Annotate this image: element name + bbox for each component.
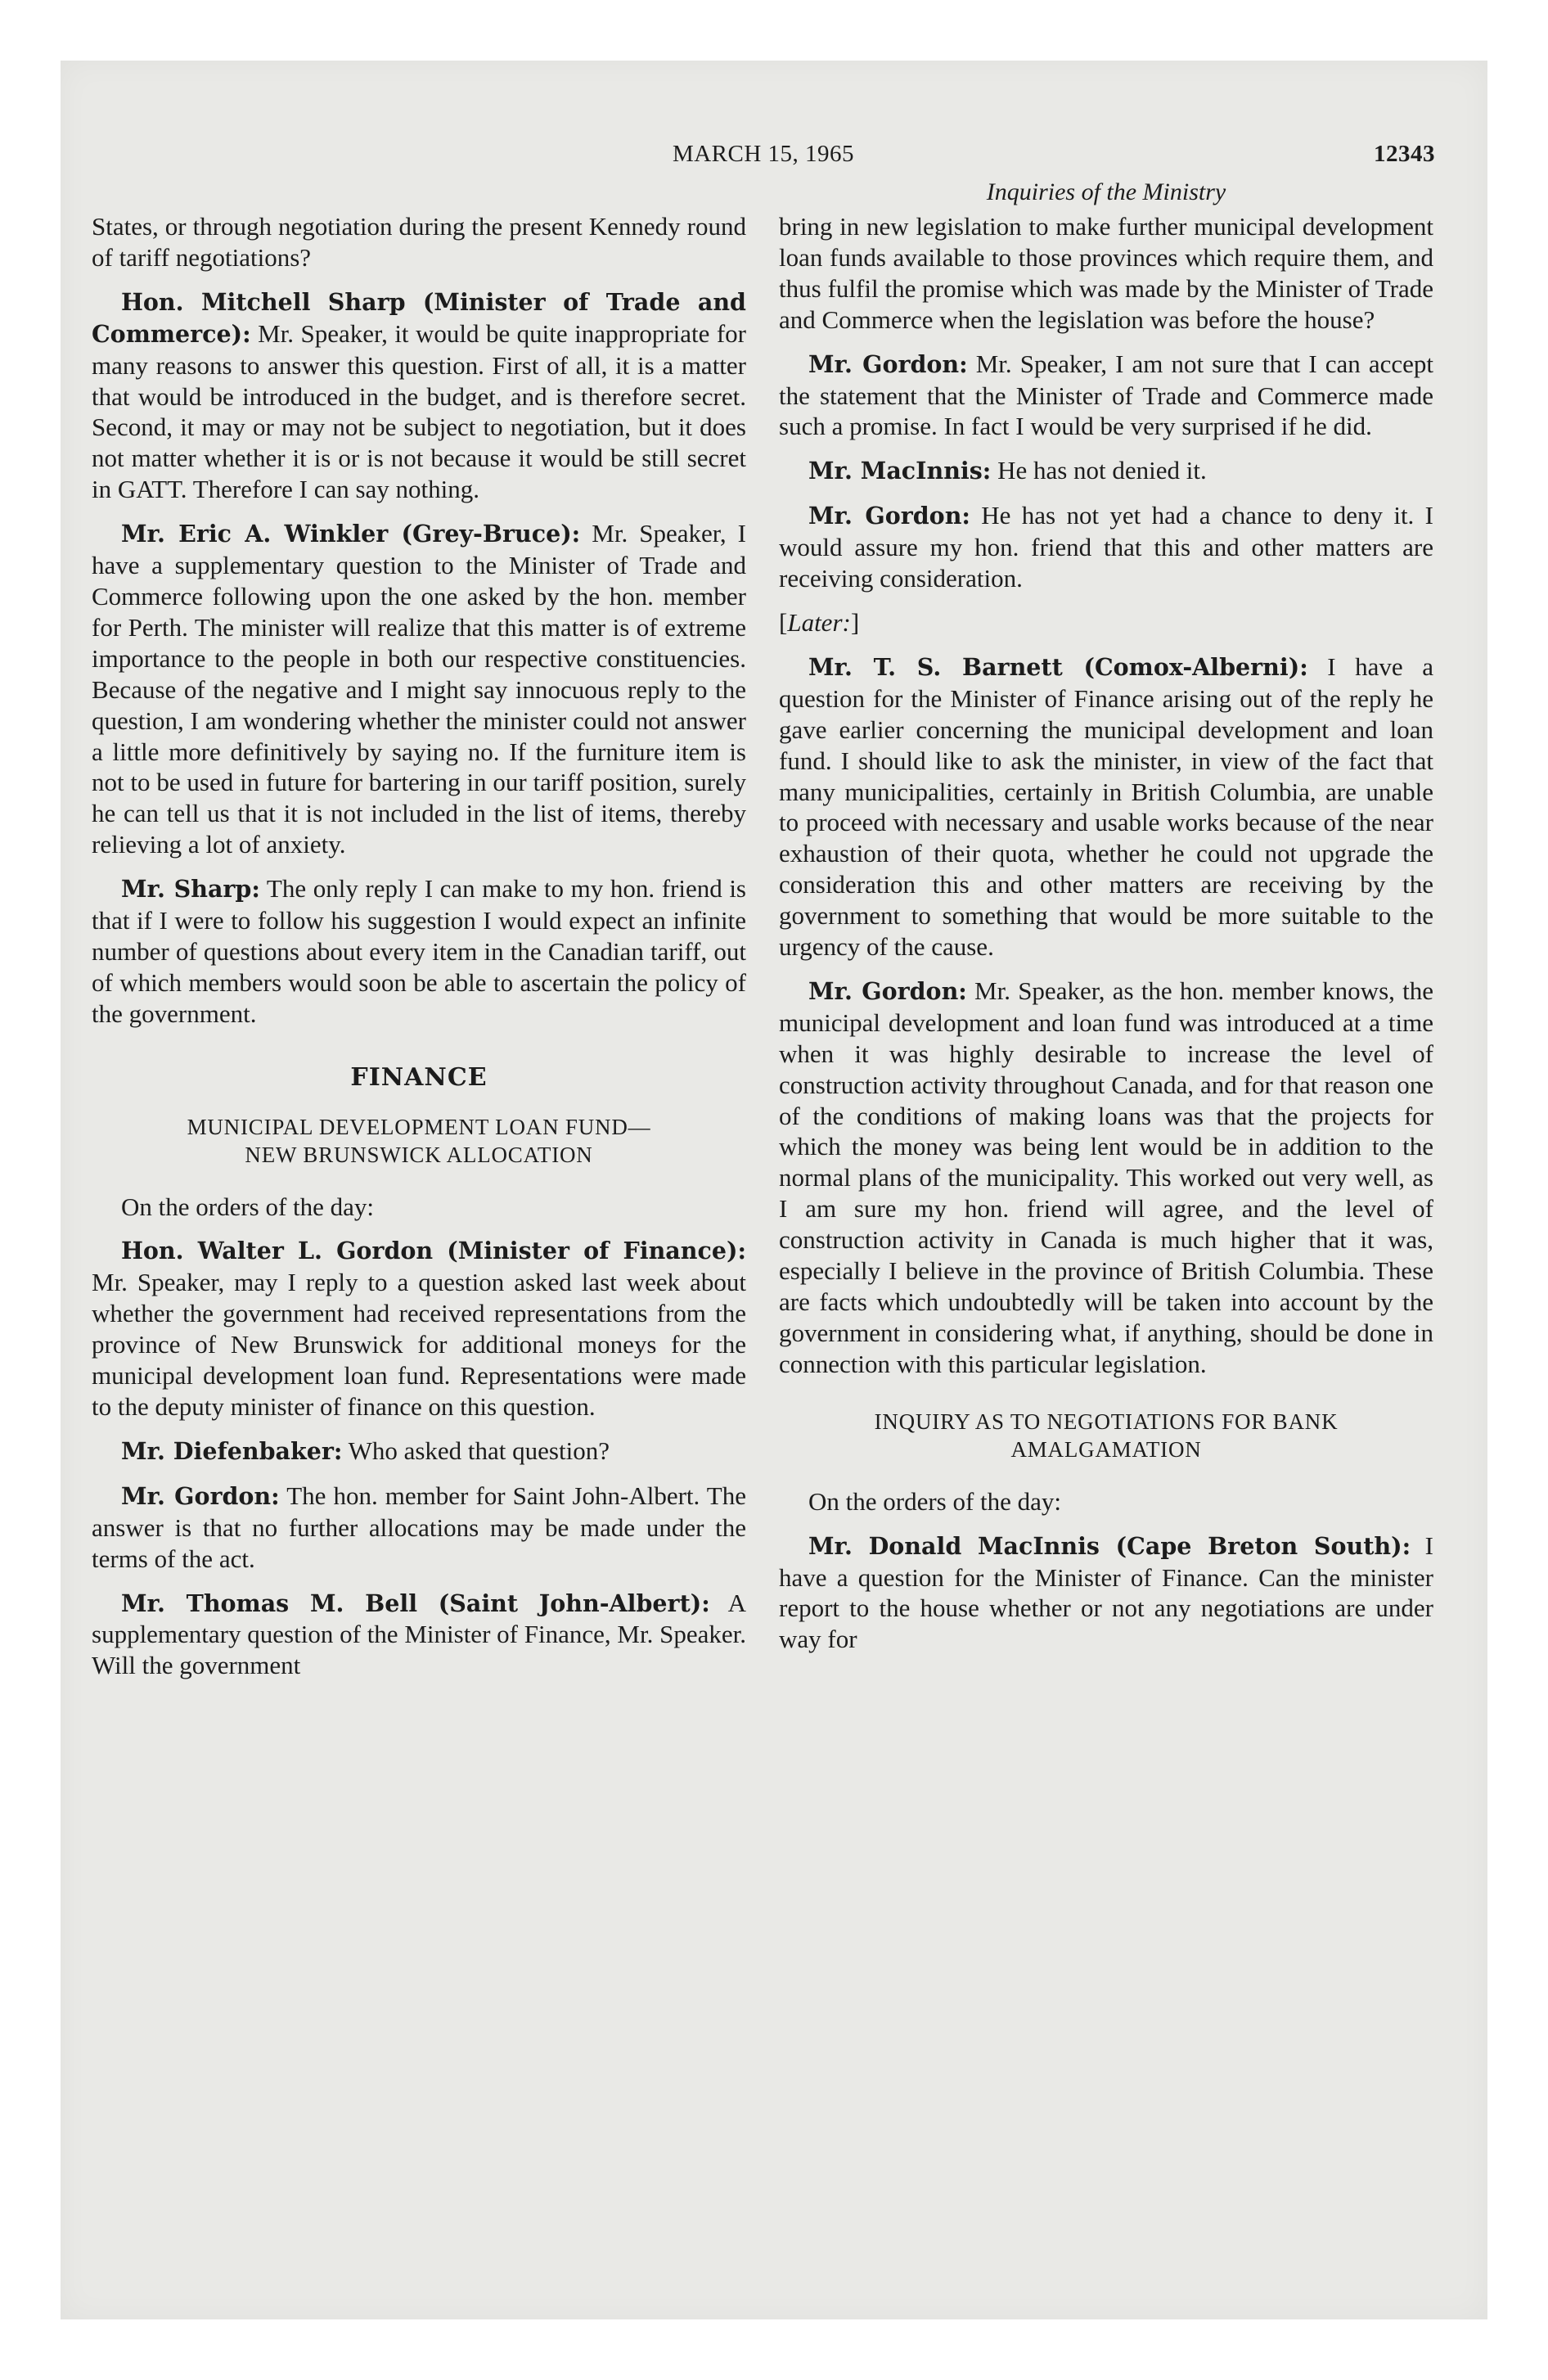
speech-text: A supplementary question of the Minister of Finance, Mr. Speaker. Will the government	[92, 1588, 746, 1680]
page-header	[92, 141, 1435, 177]
speech	[779, 455, 1433, 487]
subsection-title-line: NEW BRUNSWICK ALLOCATION	[245, 1142, 593, 1167]
subsection-title-line: MUNICIPAL DEVELOPMENT LOAN FUND—	[187, 1114, 651, 1139]
speaker-name: Mr. Eric A. Winkler (Grey-Bruce):	[121, 520, 581, 548]
later-bracket-open: [	[779, 607, 788, 637]
subsection-title-line: AMALGAMATION	[1010, 1436, 1202, 1462]
speech-text: He has not yet had a chance to deny it. I would assure my hon. friend that this and other matters are receiving consideration.	[779, 501, 1433, 593]
speaker-name: Mr. Diefenbaker:	[121, 1436, 343, 1465]
speech	[779, 976, 1433, 1380]
speech	[92, 1235, 746, 1422]
speaker-name: Hon. Walter L. Gordon (Minister of Finance):	[121, 1237, 746, 1265]
speaker-name: Mr. Gordon:	[808, 349, 968, 378]
speaker-name: Hon. Mitchell Sharp (Minister of Trade and Commerce):	[92, 287, 746, 348]
speech	[779, 1530, 1433, 1656]
speech-text: Mr. Speaker, may I reply to a question asked last week about whether the government had received representations from the province of New Brunswick for additional moneys for the municipal development loan fund. Representations were made to the deputy minister of finance on this question.	[92, 1268, 746, 1421]
paragraph-text: bring in new legislation to make further municipal development loan funds available to those provinces which require them, and thus fulfil the promise which was made by the Minister of Trade and Commerce when the legislation was before the house?	[779, 212, 1433, 334]
speech	[92, 1481, 746, 1575]
speech	[92, 1588, 746, 1682]
paragraph-text: On the orders of the day:	[121, 1192, 375, 1221]
left-column	[92, 211, 746, 1694]
speech	[92, 286, 746, 505]
section-title: FINANCE	[350, 1062, 488, 1092]
speech-text: Mr. Speaker, I am not sure that I can accept the statement that the Minister of Trade and Commerce made such a promise. In fact I would be very surprised if he did.	[779, 349, 1433, 441]
page-date: MARCH 15, 1965	[672, 141, 855, 167]
speech-text: Mr. Speaker, as the hon. member knows, the municipal development and loan fund was introduced at a time when it was highly desirable to increase the level of construction activity throughout Canada, and for that reason one of the conditions of making loans was that the projects for which the money was being lent would be in addition to the normal plans of the municipality. This worked out very well, as I am sure my hon. friend will agree, and the level of construction activity in Canada is much higher that it was, especially I believe in the province of British Columbia. These are facts which undoubtedly will be taken into account by the government in considering what, if anything, should be done in connection with this particular legislation.	[779, 976, 1433, 1378]
speech	[92, 1436, 746, 1467]
paragraph-text: States, or through negotiation during the present Kennedy round of tariff negotiations?	[92, 212, 746, 272]
speaker-name: Mr. Gordon:	[808, 502, 970, 530]
paragraph	[779, 211, 1433, 336]
paragraph	[92, 1192, 746, 1223]
speaker-name: Mr. T. S. Barnett (Comox-Alberni):	[808, 652, 1308, 681]
paragraph	[779, 1486, 1433, 1517]
speaker-name: Mr. Donald MacInnis (Cape Breton South):	[808, 1531, 1411, 1560]
paragraph-text: On the orders of the day:	[808, 1486, 1062, 1516]
speech-text: Who asked that question?	[342, 1436, 610, 1465]
speaker-name: Mr. Gordon:	[121, 1481, 280, 1510]
speech	[92, 873, 746, 1030]
later-marker	[779, 607, 1433, 638]
speech	[779, 651, 1433, 962]
later-bracket-close: ]	[850, 607, 860, 637]
speech-text: I have a question for the Minister of Finance. Can the minister report to the house whether or not any negotiations are under way for	[779, 1530, 1434, 1654]
speech	[92, 518, 746, 860]
right-column	[779, 211, 1433, 1668]
later-word: Later:	[787, 607, 851, 637]
subsection-title	[92, 1113, 746, 1169]
speaker-name: Mr. Sharp:	[121, 875, 260, 904]
subsection-title	[779, 1408, 1433, 1463]
speech-text: The only reply I can make to my hon. friend is that if I were to follow his suggestion I would expect an infinite number of questions about every item in the Canadian tariff, out of which members would soon be able to ascertain the policy of the government.	[92, 874, 746, 1028]
speech-text: The hon. member for Saint John-Albert. The answer is that no further allocations may be made under the terms of the act.	[92, 1481, 746, 1573]
page-number: 12343	[1374, 141, 1435, 167]
speaker-name: Mr. MacInnis:	[808, 457, 992, 485]
speaker-name: Mr. Gordon:	[808, 976, 967, 1005]
speech-text: He has not denied it.	[991, 456, 1207, 485]
speech-text: Mr. Speaker, I have a supplementary question to the Minister of Trade and Commerce following upon the one asked by the hon. member for Perth. The minister will realize that this matter is of extreme importance to the people in both our respective constituencies. Because of the negative and I might say innocuous reply to the question, I am wondering whether the minister could not answer a little more definitively by saying no. If the furniture item is not to be used in future for bartering in our tariff position, surely he can tell us that it is not included in the list of items, thereby relieving a lot of anxiety.	[92, 519, 746, 859]
speech	[779, 349, 1433, 443]
running-subhead: Inquiries of the Ministry	[986, 178, 1226, 205]
speaker-name: Mr. Thomas M. Bell (Saint John-Albert):	[121, 1589, 710, 1617]
subsection-title-line: INQUIRY AS TO NEGOTIATIONS FOR BANK	[874, 1409, 1339, 1434]
paragraph	[92, 211, 746, 273]
speech-text: I have a question for the Minister of Finance arising out of the reply he gave earlier concerning the municipal development and loan fund. I should like to ask the minister, in view of the fact that many municipalities, certainly in British Columbia, are unable to proceed with necessary and usable works because of the near exhaustion of their quota, whether he could not upgrade the consideration this and other matters are receiving by the government to something that would be more suitable to the urgency of the cause.	[779, 651, 1433, 962]
speech	[779, 500, 1433, 594]
speech-text: Mr. Speaker, it would be quite inappropriate for many reasons to answer this question. First of all, it is a matter that would be introduced in the budget, and is therefore secret. Second, it may or may not be subject to negotiation, but it does not matter whether it is or is not because it would be still secret in GATT. Therefore I can say nothing.	[92, 318, 746, 504]
